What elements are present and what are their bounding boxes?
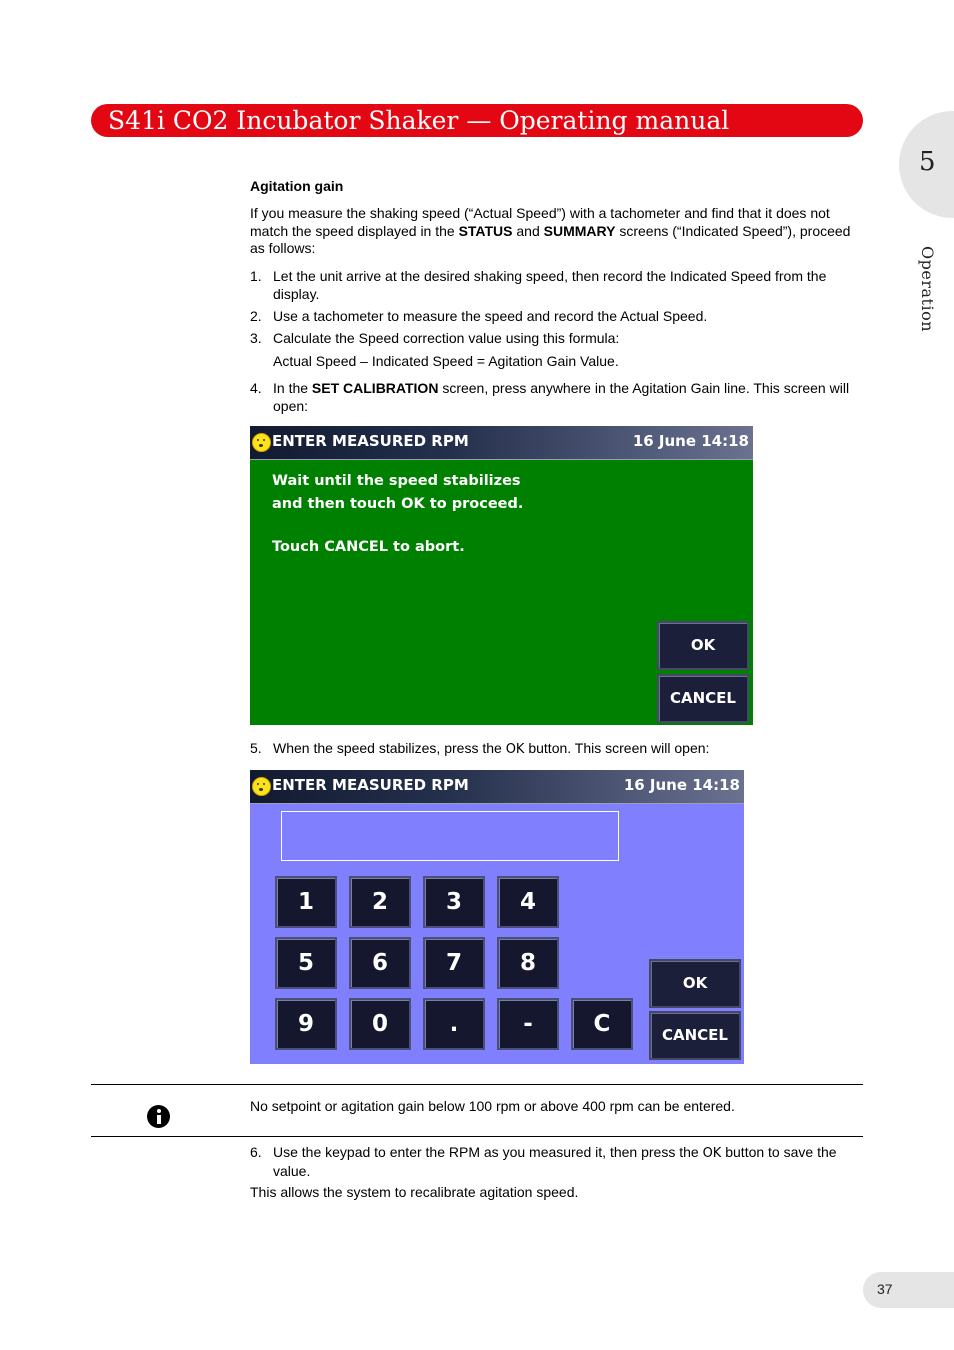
keypad-key[interactable]: 3: [423, 876, 485, 928]
status-face-icon: [252, 433, 271, 452]
step-number: 6.: [250, 1144, 262, 1160]
step-3: [250, 330, 862, 348]
step-2: [250, 308, 862, 326]
chapter-tab: [899, 111, 954, 218]
intro-text-3: screens (“Indicated Speed”), proceed as follows:: [250, 222, 851, 256]
info-icon: [147, 1105, 170, 1128]
keypad-key[interactable]: 2: [349, 876, 411, 928]
ok-button[interactable]: OK: [649, 959, 741, 1008]
chapter-side-label: [900, 246, 954, 336]
chapter-side-label-text: Operation: [918, 246, 937, 332]
page-number: 37: [877, 1281, 893, 1297]
step-number: 1.: [250, 268, 262, 284]
step-5-text-1: When the speed stabilizes, press the: [273, 740, 506, 756]
step-3-formula: [250, 353, 862, 371]
step-number: 2.: [250, 308, 262, 324]
note-top-rule: [91, 1084, 863, 1085]
screen-title: ENTER MEASURED RPM: [272, 432, 469, 450]
step-4-text-2: screen, press anywhere in the Agitation Gain line. This screen will open:: [273, 380, 850, 414]
wait-message-line-2: and then touch OK to proceed.: [272, 496, 524, 512]
step-number: 3.: [250, 330, 262, 346]
screen-title-bar: [250, 770, 744, 804]
step-text: [273, 740, 863, 759]
keypad-key[interactable]: 7: [423, 937, 485, 989]
rpm-entry-field[interactable]: [281, 811, 619, 861]
keypad-key[interactable]: 9: [275, 998, 337, 1050]
screen-datetime: 16 June 14:18: [623, 776, 740, 794]
step-text: Use a tachometer to measure the speed and record the Actual Speed.: [273, 308, 708, 324]
step-text: Let the unit arrive at the desired shaking speed, then record the Indicated Speed from the display.: [273, 268, 827, 302]
keypad-key[interactable]: 5: [275, 937, 337, 989]
status-face-icon: [252, 777, 271, 796]
step-number: 4.: [250, 380, 262, 396]
screen-datetime: 16 June 14:18: [632, 432, 749, 450]
step-6-ok-label: OK: [702, 1146, 722, 1161]
keypad-clear-key[interactable]: C: [571, 998, 633, 1050]
enter-rpm-wait-screen: [250, 426, 753, 725]
section-heading: Agitation gain: [250, 178, 344, 194]
screen-title-bar: [250, 426, 753, 460]
intro-bold-summary: SUMMARY: [543, 222, 616, 239]
step-4: [250, 380, 862, 416]
page-number-tab: [863, 1272, 954, 1308]
keypad-key[interactable]: 1: [275, 876, 337, 928]
cancel-button[interactable]: CANCEL: [649, 1011, 741, 1060]
step-text: Calculate the Speed correction value using this formula:: [273, 330, 620, 346]
abort-message: Touch CANCEL to abort.: [272, 539, 465, 555]
chapter-number: 5: [919, 147, 936, 177]
manual-title: S41i CO2 Incubator Shaker — Operating manual: [108, 106, 730, 135]
intro-bold-status: STATUS: [458, 222, 513, 239]
screen-title: ENTER MEASURED RPM: [272, 776, 469, 794]
keypad-key[interactable]: 0: [349, 998, 411, 1050]
intro-paragraph: [250, 205, 862, 258]
note-text: No setpoint or agitation gain below 100 rpm or above 400 rpm can be entered.: [250, 1098, 735, 1114]
closing-text: This allows the system to recalibrate agitation speed.: [250, 1184, 579, 1200]
note-bottom-rule: [91, 1136, 863, 1137]
intro-text-1: If you measure the shaking speed (“Actual Speed”) with a tachometer and find that it does not match the speed displayed in the: [250, 205, 830, 239]
ok-button[interactable]: OK: [657, 621, 749, 670]
step-5: [250, 740, 862, 758]
step-number: 5.: [250, 740, 262, 756]
step-text: [273, 380, 863, 415]
step-6: [250, 1144, 862, 1180]
header-banner: [91, 104, 863, 137]
step-text: [273, 1144, 863, 1180]
keypad-key[interactable]: 6: [349, 937, 411, 989]
cancel-button[interactable]: CANCEL: [657, 674, 749, 723]
step-1: [250, 268, 862, 304]
intro-text-2: and: [512, 222, 544, 239]
keypad-key[interactable]: 4: [497, 876, 559, 928]
enter-rpm-keypad-screen: [250, 770, 744, 1064]
formula-text: Actual Speed – Indicated Speed = Agitation Gain Value.: [273, 353, 619, 369]
step-5-ok-label: OK: [505, 742, 525, 757]
keypad-decimal-key[interactable]: .: [423, 998, 485, 1050]
step-6-text-2: button to save the value.: [273, 1144, 837, 1179]
keypad-key[interactable]: 8: [497, 937, 559, 989]
step-5-text-2: button. This screen will open:: [524, 740, 710, 756]
keypad-minus-key[interactable]: -: [497, 998, 559, 1050]
step-4-bold: SET CALIBRATION: [311, 380, 439, 396]
step-4-text-1: In the: [273, 380, 312, 396]
wait-message-line-1: Wait until the speed stabilizes: [272, 473, 521, 489]
step-6-text-1: Use the keypad to enter the RPM as you measured it, then press the: [273, 1144, 703, 1160]
